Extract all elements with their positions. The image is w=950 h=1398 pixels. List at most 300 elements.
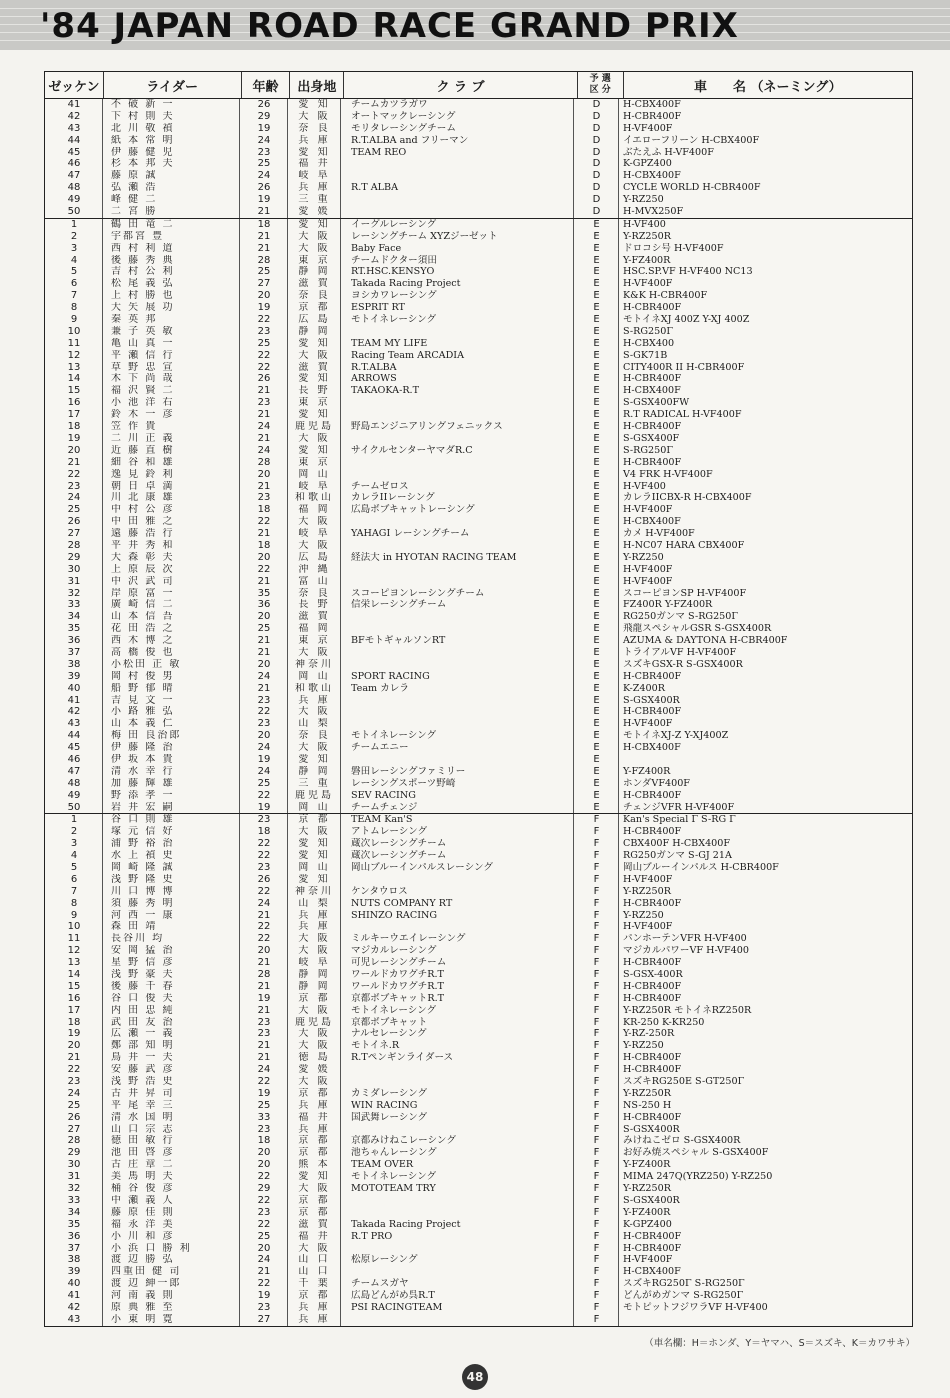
rider-age: 19 bbox=[257, 302, 271, 314]
table-row bbox=[45, 147, 912, 159]
table-row bbox=[45, 671, 912, 683]
qualifying-class: E bbox=[593, 468, 600, 480]
table-row bbox=[45, 576, 912, 588]
club-name: 磐田レーシングファミリー bbox=[351, 765, 466, 777]
rider-age: 24 bbox=[257, 170, 271, 182]
table-row bbox=[45, 504, 912, 516]
table-row bbox=[45, 1278, 912, 1290]
machine-name: S-GSX400R bbox=[623, 694, 680, 706]
column-divider bbox=[239, 99, 240, 218]
rider-age: 24 bbox=[257, 1064, 271, 1076]
rider-name: 塚 元 信 好 bbox=[111, 826, 175, 838]
club-name: イーグルレーシング bbox=[351, 218, 437, 230]
qualifying-class: E bbox=[593, 539, 600, 551]
club-name: ケンタウロス bbox=[351, 885, 408, 897]
machine-name: S-RG250Γ bbox=[623, 325, 674, 337]
table-row bbox=[45, 1147, 912, 1159]
rider-age: 23 bbox=[257, 814, 271, 826]
table-row bbox=[45, 338, 912, 350]
hometown: 兵 庫 bbox=[298, 134, 331, 146]
rider-name: 花 田 浩 之 bbox=[111, 623, 175, 635]
rider-age: 22 bbox=[257, 516, 271, 528]
rider-age: 25 bbox=[257, 623, 271, 635]
qualifying-class: F bbox=[593, 933, 600, 945]
entry-number: 1 bbox=[70, 218, 78, 230]
qualifying-class: F bbox=[593, 1278, 600, 1290]
hometown: 大 阪 bbox=[298, 349, 331, 361]
rider-age: 21 bbox=[257, 957, 271, 969]
entry-number: 45 bbox=[67, 742, 81, 754]
qualifying-class: F bbox=[593, 1099, 600, 1111]
club-name bbox=[341, 647, 574, 659]
table-row bbox=[45, 182, 912, 194]
rider-name: 福 永 洋 美 bbox=[111, 1218, 175, 1230]
entry-number: 39 bbox=[67, 670, 81, 682]
qualifying-class: F bbox=[593, 1135, 600, 1147]
qualifying-class: D bbox=[592, 99, 601, 110]
entry-number: 6 bbox=[70, 873, 78, 885]
qualifying-class: F bbox=[593, 909, 600, 921]
machine-name: CYCLE WORLD H-CBR400F bbox=[623, 182, 761, 194]
header-class-line1: 予 選 bbox=[589, 74, 611, 84]
machine-name: イエローフリーン H-CBX400F bbox=[623, 134, 760, 146]
table-row bbox=[45, 206, 912, 218]
table-row bbox=[45, 362, 912, 374]
rider-name: 山 本 義 仁 bbox=[111, 718, 175, 730]
club-name: ARROWS bbox=[351, 373, 397, 385]
hometown: 大 阪 bbox=[298, 933, 331, 945]
club-name bbox=[341, 158, 574, 170]
entry-number: 44 bbox=[67, 134, 81, 146]
table-row bbox=[45, 326, 912, 338]
rider-name: 小 浜 口 勝 利 bbox=[111, 1242, 192, 1254]
rider-age: 21 bbox=[257, 646, 271, 658]
rider-age: 23 bbox=[257, 1028, 271, 1040]
hometown: 山 梨 bbox=[298, 897, 331, 909]
table-row bbox=[45, 1100, 912, 1112]
qualifying-class: D bbox=[592, 134, 601, 146]
club-name: スコーピヨンレーシングチーム bbox=[351, 587, 485, 599]
machine-name: K-Z400R bbox=[623, 682, 665, 694]
table-row bbox=[45, 969, 912, 981]
table-row bbox=[45, 1135, 912, 1147]
rider-name: 浅 野 豪 夫 bbox=[111, 969, 175, 981]
table-row bbox=[45, 1052, 912, 1064]
club-name: 蔵次レーシングチーム bbox=[351, 838, 447, 850]
machine-name: H-CBR400F bbox=[623, 456, 682, 468]
hometown: 福 岡 bbox=[298, 504, 331, 516]
entry-number: 35 bbox=[67, 623, 81, 635]
machine-name: H-CBR400F bbox=[623, 826, 682, 838]
table-row bbox=[45, 314, 912, 326]
qualifying-class: E bbox=[593, 242, 600, 254]
hometown: 滋 賀 bbox=[298, 361, 331, 373]
club-name: PSI RACINGTEAM bbox=[351, 1301, 443, 1313]
rider-name: 池 田 啓 彦 bbox=[111, 1147, 175, 1159]
rider-age: 25 bbox=[257, 266, 271, 278]
machine-name: お好み焼スペシャル S-GSX400F bbox=[623, 1147, 769, 1159]
club-name: モトイネレーシング bbox=[351, 314, 437, 326]
entry-number: 21 bbox=[67, 1052, 81, 1064]
rider-age: 22 bbox=[257, 314, 271, 326]
qualifying-class: F bbox=[593, 1171, 600, 1183]
club-name: レーシングスポーツ野崎 bbox=[351, 777, 456, 789]
rider-name: 小 池 洋 右 bbox=[111, 397, 175, 409]
table-row bbox=[45, 135, 912, 147]
qualifying-class: F bbox=[593, 1313, 600, 1325]
qualifying-class: F bbox=[593, 862, 600, 873]
rider-name: 小 路 雅 弘 bbox=[111, 706, 175, 718]
club-name: TAKAOKA-R.T bbox=[351, 385, 419, 397]
entry-number: 25 bbox=[67, 504, 81, 516]
qualifying-class: F bbox=[593, 1254, 600, 1266]
club-name: SEV RACING bbox=[351, 789, 416, 801]
machine-name: H-MVX250F bbox=[623, 206, 684, 218]
table-row bbox=[45, 255, 912, 267]
rider-name: 河 南 義 則 bbox=[111, 1290, 175, 1302]
rider-name: 加 藤 輝 雄 bbox=[111, 777, 175, 789]
column-divider bbox=[102, 99, 103, 218]
club-name: RT.HSC.KENSYO bbox=[351, 266, 435, 278]
qualifying-class: E bbox=[593, 373, 600, 385]
rider-name: 四重田 健 司 bbox=[111, 1266, 182, 1278]
qualifying-class: E bbox=[593, 623, 600, 635]
table-row bbox=[45, 516, 912, 528]
club-name bbox=[341, 469, 574, 481]
table-row bbox=[45, 1243, 912, 1255]
rider-age: 22 bbox=[257, 789, 271, 801]
entry-number: 50 bbox=[67, 801, 81, 813]
club-name: アトムレーシング bbox=[351, 826, 428, 838]
hometown: 奈 良 bbox=[298, 587, 331, 599]
table-row bbox=[45, 1290, 912, 1302]
rider-name: 後 藤 秀 典 bbox=[111, 254, 175, 266]
table-row bbox=[45, 862, 912, 874]
rider-age: 20 bbox=[257, 290, 271, 302]
club-name bbox=[341, 754, 574, 766]
hometown: 岡 山 bbox=[298, 801, 331, 813]
machine-name: H-VF400F bbox=[623, 1254, 673, 1266]
machine-name: H-CBR400F bbox=[623, 957, 682, 969]
rider-age: 24 bbox=[257, 134, 271, 146]
entry-number: 50 bbox=[67, 206, 81, 218]
rider-name: 桶 谷 俊 彦 bbox=[111, 1183, 175, 1195]
entry-number: 16 bbox=[67, 397, 81, 409]
entry-number: 36 bbox=[67, 1230, 81, 1242]
rider-age: 18 bbox=[257, 218, 271, 230]
machine-name: H-VF400F bbox=[623, 575, 673, 587]
rider-age: 24 bbox=[257, 1254, 271, 1266]
machine-name: H-CBR400F bbox=[623, 1230, 682, 1242]
rider-age: 22 bbox=[257, 921, 271, 933]
rider-name: 伊 坂 本 貴 bbox=[111, 753, 175, 765]
rider-name: 杉 本 邦 夫 bbox=[111, 158, 175, 170]
hometown: 福 岡 bbox=[298, 623, 331, 635]
column-divider bbox=[239, 219, 240, 814]
rider-name: 鶴 田 竜 二 bbox=[111, 218, 175, 230]
rider-age: 21 bbox=[257, 206, 271, 218]
hometown: 山 口 bbox=[298, 1254, 331, 1266]
table-row bbox=[45, 802, 912, 814]
hometown: 神奈川 bbox=[295, 658, 334, 670]
club-name: 池ちゃんレーシング bbox=[351, 1147, 437, 1159]
rider-name: 西 木 博 之 bbox=[111, 635, 175, 647]
rider-name: 弘 瀬 浩 bbox=[111, 182, 158, 194]
rider-name: 平 尾 幸 三 bbox=[111, 1099, 175, 1111]
entry-number: 40 bbox=[67, 682, 81, 694]
rider-name: 船 野 郁 晴 bbox=[111, 682, 175, 694]
hometown: 福 井 bbox=[298, 158, 331, 170]
club-name: ヨシカワレーシング bbox=[351, 290, 437, 302]
machine-name: H-VF400F bbox=[623, 278, 673, 290]
qualifying-class: E bbox=[593, 254, 600, 266]
hometown: 大 阪 bbox=[298, 242, 331, 254]
column-divider bbox=[618, 219, 619, 814]
rider-name: 岡 村 俊 男 bbox=[111, 670, 175, 682]
hometown: 愛 知 bbox=[298, 753, 331, 765]
rider-name: 下 村 則 夫 bbox=[111, 110, 175, 122]
machine-name: MIMA 247Q(YRZ250) Y-RZ250 bbox=[623, 1171, 773, 1183]
hometown: 大 阪 bbox=[298, 1076, 331, 1088]
entry-number: 15 bbox=[67, 980, 81, 992]
rider-age: 26 bbox=[257, 182, 271, 194]
hometown: 愛 知 bbox=[298, 838, 331, 850]
qualifying-class: E bbox=[593, 528, 600, 540]
entry-number: 8 bbox=[70, 302, 78, 314]
hometown: 大 阪 bbox=[298, 945, 331, 957]
hometown: 兵 庫 bbox=[298, 182, 331, 194]
club-name bbox=[341, 611, 574, 623]
qualifying-class: E bbox=[593, 706, 600, 718]
header-number: ゼッケン bbox=[45, 72, 104, 98]
club-name: 野島エンジニアリングフェニックス bbox=[351, 421, 503, 433]
machine-name: CITY400R II H-CBR400F bbox=[623, 361, 745, 373]
table-row bbox=[45, 599, 912, 611]
machine-name: ドロコシ号 H-VF400F bbox=[623, 242, 724, 254]
rider-age: 21 bbox=[257, 409, 271, 421]
table-row bbox=[45, 826, 912, 838]
club-name bbox=[341, 659, 574, 671]
table-row bbox=[45, 874, 912, 886]
machine-name: 飛龍スペシャルGSR S-GSX400R bbox=[623, 623, 772, 635]
table-row bbox=[45, 754, 912, 766]
rider-age: 25 bbox=[257, 1099, 271, 1111]
hometown: 福 井 bbox=[298, 1230, 331, 1242]
rider-name: 鈴 木 一 彦 bbox=[111, 409, 175, 421]
rider-age: 28 bbox=[257, 969, 271, 981]
hometown: 滋 賀 bbox=[298, 278, 331, 290]
hometown: 東 京 bbox=[298, 397, 331, 409]
table-row bbox=[45, 778, 912, 790]
entry-number: 39 bbox=[67, 1266, 81, 1278]
qualifying-class: F bbox=[593, 850, 600, 862]
qualifying-class: E bbox=[593, 409, 600, 421]
entry-number: 14 bbox=[67, 969, 81, 981]
hometown: 愛 知 bbox=[298, 444, 331, 456]
rider-name: 浅 野 浩 史 bbox=[111, 1076, 175, 1088]
rider-age: 21 bbox=[257, 528, 271, 540]
table-row bbox=[45, 635, 912, 647]
machine-name: Y-FZ400R bbox=[623, 1206, 671, 1218]
rider-age: 23 bbox=[257, 1301, 271, 1313]
machine-name: H-VF400F bbox=[623, 563, 673, 575]
hometown: 愛 媛 bbox=[298, 206, 331, 218]
table-row bbox=[45, 695, 912, 707]
rider-age: 20 bbox=[257, 1159, 271, 1171]
table-row bbox=[45, 158, 912, 170]
entry-number: 4 bbox=[70, 254, 78, 266]
qualifying-class: D bbox=[592, 146, 601, 158]
qualifying-class: E bbox=[593, 444, 600, 456]
rider-age: 21 bbox=[257, 1052, 271, 1064]
qualifying-class: F bbox=[593, 992, 600, 1004]
hometown: 岡 山 bbox=[298, 862, 331, 873]
club-name: 信栄レーシングチーム bbox=[351, 599, 447, 611]
qualifying-class: F bbox=[593, 1218, 600, 1230]
entry-number: 8 bbox=[70, 897, 78, 909]
entry-number: 13 bbox=[67, 957, 81, 969]
rider-name: 二 川 正 義 bbox=[111, 432, 175, 444]
machine-name: H-CBR400F bbox=[623, 421, 682, 433]
machine-name: どんがめガンマ S-RG250Γ bbox=[623, 1290, 744, 1302]
rider-name: 岸 原 富 一 bbox=[111, 587, 175, 599]
qualifying-class: D bbox=[592, 194, 601, 206]
rider-age: 21 bbox=[257, 575, 271, 587]
rider-age: 18 bbox=[257, 826, 271, 838]
rider-age: 18 bbox=[257, 1135, 271, 1147]
rider-age: 33 bbox=[257, 1111, 271, 1123]
entry-number: 24 bbox=[67, 1087, 81, 1099]
machine-name: HSC.SP.VF H-VF400 NC13 bbox=[623, 266, 753, 278]
club-name bbox=[341, 1124, 574, 1136]
rider-age: 22 bbox=[257, 1076, 271, 1088]
table-row bbox=[45, 718, 912, 730]
rider-name: 岡 崎 隆 誠 bbox=[111, 862, 175, 873]
qualifying-class: E bbox=[593, 694, 600, 706]
rider-age: 22 bbox=[257, 563, 271, 575]
hometown: 京 都 bbox=[298, 1206, 331, 1218]
hometown: 京 都 bbox=[298, 814, 331, 826]
qualifying-class: E bbox=[593, 290, 600, 302]
qualifying-class: F bbox=[593, 1301, 600, 1313]
hometown: 兵 庫 bbox=[298, 1123, 331, 1135]
rider-age: 20 bbox=[257, 1147, 271, 1159]
hometown: 大 阪 bbox=[298, 1004, 331, 1016]
rider-age: 22 bbox=[257, 1278, 271, 1290]
machine-name: H-CBR400F bbox=[623, 706, 682, 718]
hometown: 兵 庫 bbox=[298, 909, 331, 921]
header-class-line2: 区 分 bbox=[589, 85, 611, 95]
rider-age: 21 bbox=[257, 385, 271, 397]
rider-name: 鄭 部 知 明 bbox=[111, 1040, 175, 1052]
machine-name: Y-RZ250 bbox=[623, 194, 664, 206]
rider-age: 21 bbox=[257, 480, 271, 492]
rider-name: 松 尾 義 弘 bbox=[111, 278, 175, 290]
column-divider bbox=[618, 99, 619, 218]
rider-name: 細 谷 和 雄 bbox=[111, 456, 175, 468]
club-name: YAHAGI レーシングチーム bbox=[351, 528, 470, 540]
club-name: モトイネレーシング bbox=[351, 730, 437, 742]
entry-number: 10 bbox=[67, 921, 81, 933]
machine-name: スコーピヨンSP H-VF400F bbox=[623, 587, 747, 599]
table-row bbox=[45, 1028, 912, 1040]
club-name: モトイネ.R bbox=[351, 1040, 400, 1052]
entry-number: 43 bbox=[67, 122, 81, 134]
qualifying-class: E bbox=[593, 385, 600, 397]
table-row bbox=[45, 111, 912, 123]
hometown: 沖 縄 bbox=[298, 563, 331, 575]
rider-age: 26 bbox=[257, 99, 271, 110]
club-name: Takada Racing Project bbox=[351, 1218, 461, 1230]
club-name: TEAM Kan'S bbox=[351, 814, 413, 826]
table-row bbox=[45, 945, 912, 957]
club-name: チームドクター須田 bbox=[351, 254, 437, 266]
club-name: TEAM REO bbox=[351, 146, 407, 158]
table-row bbox=[45, 683, 912, 695]
entry-number: 34 bbox=[67, 611, 81, 623]
machine-name: H-VF400F bbox=[623, 504, 673, 516]
club-name bbox=[341, 206, 574, 218]
rider-age: 27 bbox=[257, 278, 271, 290]
header-rider: ライダー bbox=[104, 72, 242, 98]
entry-number: 19 bbox=[67, 432, 81, 444]
club-name bbox=[341, 1064, 574, 1076]
rider-age: 20 bbox=[257, 1242, 271, 1254]
title-band bbox=[0, 0, 950, 50]
rider-age: 25 bbox=[257, 337, 271, 349]
rider-name: 山 口 宗 志 bbox=[111, 1123, 175, 1135]
rider-age: 23 bbox=[257, 1206, 271, 1218]
club-name: MOTOTEAM TRY bbox=[351, 1183, 436, 1195]
rider-name: 小松田 正 敏 bbox=[111, 658, 182, 670]
rider-name: 水 上 禎 史 bbox=[111, 850, 175, 862]
hometown: 和歌山 bbox=[295, 492, 334, 504]
hometown: 静 岡 bbox=[298, 765, 331, 777]
machine-name: H-CBX400F bbox=[623, 99, 681, 110]
entry-number: 42 bbox=[67, 706, 81, 718]
hometown: 徳 島 bbox=[298, 1052, 331, 1064]
machine-name: Kan's Special Γ S-RG Γ bbox=[623, 814, 736, 826]
rider-name: 浅 野 隆 史 bbox=[111, 873, 175, 885]
rider-name: 星 野 信 彦 bbox=[111, 957, 175, 969]
machine-name: カレラIICBX-R H-CBX400F bbox=[623, 492, 752, 504]
rider-age: 20 bbox=[257, 730, 271, 742]
hometown: 大 阪 bbox=[298, 1242, 331, 1254]
machine-name: Y-FZ400R bbox=[623, 254, 671, 266]
qualifying-class: F bbox=[593, 1266, 600, 1278]
machine-name: KR-250 K-KR250 bbox=[623, 1016, 705, 1028]
entry-number: 27 bbox=[67, 528, 81, 540]
rider-age: 26 bbox=[257, 873, 271, 885]
table-row bbox=[45, 564, 912, 576]
qualifying-class: E bbox=[593, 730, 600, 742]
rider-name: 不 破 新 一 bbox=[111, 99, 175, 110]
rider-age: 24 bbox=[257, 897, 271, 909]
entry-number: 32 bbox=[67, 587, 81, 599]
machine-name: S-GSX400R bbox=[623, 1123, 680, 1135]
club-name: 蔵次レーシングチーム bbox=[351, 850, 447, 862]
qualifying-class: E bbox=[593, 646, 600, 658]
table-row bbox=[45, 790, 912, 802]
club-name: ワールドカワグチR.T bbox=[351, 980, 444, 992]
table-row bbox=[45, 219, 912, 231]
hometown: 岐 阜 bbox=[298, 480, 331, 492]
rider-age: 21 bbox=[257, 1040, 271, 1052]
qualifying-class: E bbox=[593, 397, 600, 409]
qualifying-class: F bbox=[593, 838, 600, 850]
rider-name: 伊 藤 健 児 bbox=[111, 146, 175, 158]
machine-name: チェンジVFR H-VF400F bbox=[623, 801, 735, 813]
